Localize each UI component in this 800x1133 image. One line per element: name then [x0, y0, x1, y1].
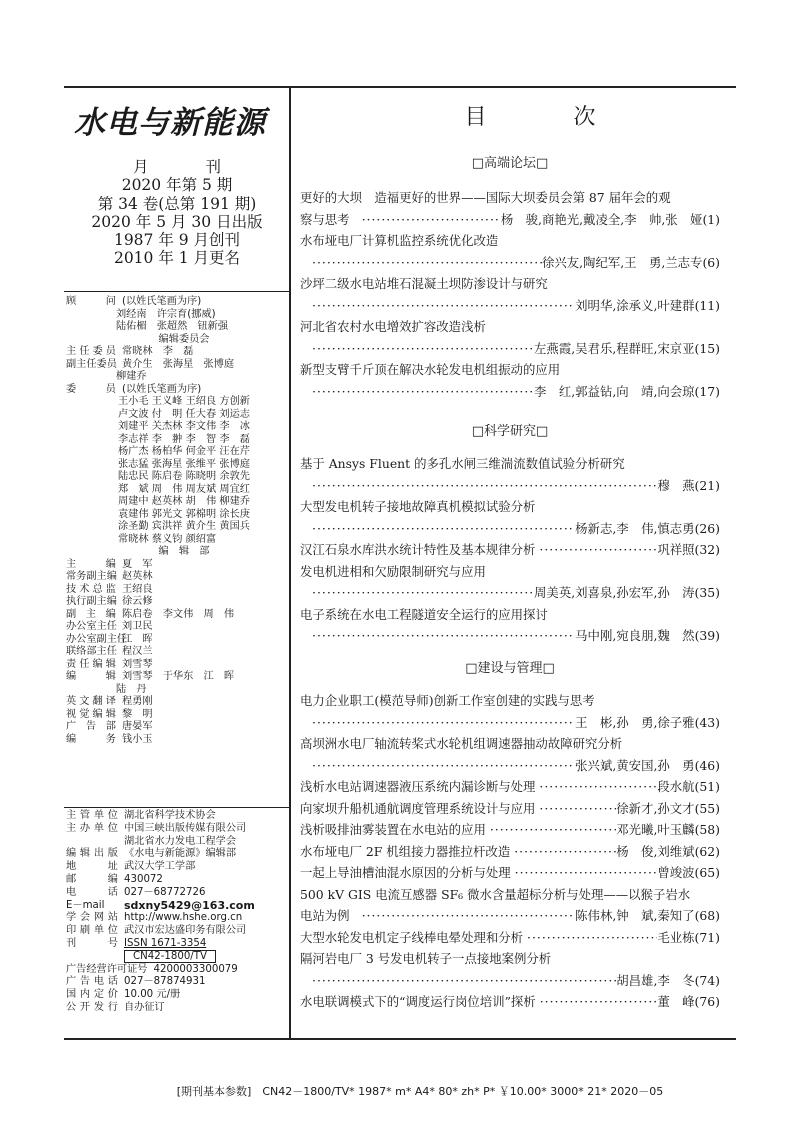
toc-entry-title: 向家坝升船机通航调度管理系统设计与应用 — [300, 800, 536, 816]
toc-entry-line — [300, 862, 720, 884]
roster-continuation: 陆 丹 — [116, 683, 147, 695]
publisher-role: E－mail — [66, 899, 105, 911]
toc-entry — [300, 187, 720, 230]
publisher-value: 自办征订 — [124, 1001, 165, 1013]
roster-value: (以姓氏笔画为序) — [122, 296, 202, 307]
toc-entry-line — [300, 970, 720, 992]
toc-entry-title: 水布垭电厂 2F 机组接力器推拉杆改造 — [300, 843, 511, 859]
roster-value: 钱小玉 — [122, 733, 153, 745]
roster-names: 李志祥 李 翀 李 智 李 磊 — [118, 433, 250, 445]
roster-names: 杨广杰 杨柏华 何金平 汪在芹 — [118, 446, 250, 457]
toc-entry — [300, 862, 720, 884]
roster-names: 周建中 赵英林 胡 伟 柳建乔 — [118, 496, 250, 507]
toc-entry — [300, 991, 720, 1013]
toc-entry — [300, 316, 720, 359]
toc-dots — [300, 582, 534, 604]
publisher-value: ISSN 1671-3354 — [124, 937, 207, 949]
toc-entry-title: 浅析水电站调速器液压系统内漏诊断与处理 — [300, 779, 536, 794]
roster-value: 程汉兰 — [122, 646, 153, 657]
toc-dots — [510, 841, 616, 863]
roster-names: 刘建平 关杰林 李文伟 李 冰 — [118, 421, 250, 432]
publisher-value: sdxny5429@163.com — [124, 898, 255, 912]
roster-row — [66, 659, 288, 672]
publisher-row — [66, 861, 288, 874]
toc-dots — [300, 970, 616, 992]
roster-continuation: 刘经南 许宗育(挪威) — [116, 308, 216, 320]
publisher-role: 主办单位 — [66, 822, 118, 834]
toc-entry — [300, 733, 720, 776]
roster-row — [66, 721, 288, 734]
roster-role: 技术总监 — [66, 583, 116, 595]
roster-value: 刘卫民 — [122, 621, 153, 632]
toc-entry-title: 发电机进相和欠励限制研究与应用 — [300, 563, 486, 579]
toc-entry-title: 大型水轮发电机定子线棒电晕处理和分析 — [300, 929, 524, 945]
toc-entry — [300, 927, 720, 949]
toc-dots — [535, 539, 657, 561]
roster-row — [66, 609, 288, 622]
toc-dots — [300, 338, 534, 360]
toc-dots — [350, 209, 501, 231]
roster-row — [66, 734, 288, 747]
roster-value: 刘雪琴 — [122, 658, 153, 670]
toc-entry — [300, 273, 720, 316]
toc-entry-line — [300, 798, 720, 820]
roster-names: 张志猛 张海星 张维平 张博庭 — [118, 458, 250, 470]
left-rule-1 — [64, 291, 290, 292]
toc-entry-author: 徐兴友,陶纪军,王 勇,兰志专(6) — [541, 254, 720, 270]
roster-role: 顾 问 — [66, 296, 116, 307]
roster-row — [66, 671, 288, 684]
roster-value: 夏 军 — [122, 558, 153, 570]
toc-entry-line — [300, 712, 720, 734]
bottom-rule — [64, 1038, 736, 1040]
publisher-role: 刊 号 — [66, 937, 118, 949]
toc-dots — [486, 819, 616, 841]
publisher-role: 广告电话 — [66, 976, 118, 988]
roster-role: 广 告 部 — [66, 721, 116, 732]
toc-entry-line — [300, 518, 720, 540]
roster-continuation: 陆佑楣 张超然 钮新强 — [116, 321, 229, 332]
publisher-continuation: 湖北省水力发电工程学会 — [124, 835, 237, 847]
roster-row — [66, 359, 288, 372]
publisher-info — [66, 810, 288, 1015]
roster-role: 视觉编辑 — [66, 708, 116, 720]
toc-entry-title-cont: 察与思考 — [300, 211, 350, 227]
toc-dots — [300, 295, 575, 317]
roster-value: 唐晏军 — [122, 721, 153, 732]
publisher-row — [66, 912, 288, 925]
publisher-row — [66, 887, 288, 900]
roster-role: 联络部主任 — [66, 646, 117, 657]
toc-entry-title: 500 kV GIS 电流互感器 SF₆ 微水含量超标分析与处理——以猴子岩水 — [300, 886, 691, 902]
toc-entry-author: 王 彬,孙 勇,徐子雅(43) — [575, 714, 720, 730]
toc-dots — [300, 475, 657, 497]
founded-date: 1987 年 9 月创刊 — [113, 231, 241, 250]
toc-section-heading: □高端论坛□ — [471, 156, 549, 171]
toc-entry-line — [300, 209, 720, 231]
cn-number-box — [66, 951, 288, 964]
toc-entry — [300, 539, 720, 561]
publisher-row — [66, 810, 288, 823]
roster-value: (以姓氏笔画为序) — [122, 383, 202, 395]
toc-entry — [300, 798, 720, 820]
roster-row — [66, 596, 288, 609]
roster-names: 王小毛 王义峰 王绍良 方创新 — [118, 396, 250, 407]
publisher-role: 主管单位 — [66, 810, 118, 821]
toc-section-heading: □科学研究□ — [471, 424, 549, 439]
toc-dots — [511, 862, 658, 884]
roster-value: 黎 明 — [122, 708, 153, 720]
toc-entry-author: 徐新才,孙文才(55) — [616, 800, 720, 816]
roster-role: 副主任委员 — [66, 358, 117, 370]
toc-section-heading: □建设与管理□ — [465, 661, 555, 676]
toc-entry-line — [300, 475, 720, 497]
column-divider — [289, 86, 291, 1038]
publisher-row — [66, 938, 288, 951]
roster-role: 委 员 — [66, 383, 116, 395]
toc-entry-author: 李 红,郭益钻,向 靖,向会琼(17) — [534, 383, 720, 399]
roster-row — [66, 384, 288, 397]
publish-date: 2020 年 5 月 30 日出版 — [91, 212, 263, 231]
toc-entry — [300, 776, 720, 798]
toc-entry — [300, 453, 720, 496]
toc-entry-title: 电力企业职工(模范导师)创新工作室创建的实践与思考 — [300, 693, 595, 708]
roster-names: 袁建伟 郭光文 郭棉明 涂长庚 — [118, 508, 250, 520]
toc-entry-line — [300, 905, 720, 927]
toc-entry-author: 刘明华,涂承义,叶建群(11) — [575, 297, 720, 313]
toc-entry-line — [300, 625, 720, 647]
roster-row — [66, 296, 288, 309]
publisher-row — [66, 900, 288, 913]
toc-entry-line — [300, 295, 720, 317]
publisher-value: 中国三峡出版传媒有限公司 — [124, 822, 247, 834]
publisher-role: 电 话 — [66, 886, 118, 898]
roster-role: 责任编辑 — [66, 658, 116, 670]
toc-entry-author: 杨 俊,刘维斌(62) — [616, 843, 720, 859]
roster-value: 黄介生 张海星 张博庭 — [122, 358, 235, 370]
toc-dots — [300, 625, 575, 647]
toc-entry-line — [300, 539, 720, 561]
toc-entry-line — [300, 252, 720, 274]
publisher-value: 武汉大学工学部 — [124, 861, 196, 873]
publisher-value: 武汉市宏达盛印务有限公司 — [124, 925, 247, 937]
toc-entry — [300, 496, 720, 539]
publisher-row — [66, 823, 288, 836]
roster-names: 郑 斌 周 伟 周友斌 周宜红 — [118, 483, 250, 495]
roster-continuation: 柳建乔 — [116, 371, 147, 382]
toc-entry-title: 新型支臂千斤顶在解决水轮发电机组振动的应用 — [300, 362, 561, 377]
toc-title: 目 次 — [464, 105, 636, 130]
toc-entry-title: 电子系统在水电工程隧道安全运行的应用探讨 — [300, 606, 548, 622]
toc-entry-author: 马中刚,宛良朋,魏 然(39) — [575, 628, 720, 643]
toc-entry — [300, 359, 720, 402]
roster-names: 常晓林 蔡义钧 颜绍富 — [118, 533, 217, 545]
roster-role: 主 编 — [66, 558, 116, 570]
toc-dots — [523, 927, 657, 949]
toc-entry-title: 大型发电机转子接地故障真机模拟试验分析 — [300, 499, 536, 514]
roster-role: 办公室副主任 — [66, 633, 128, 645]
editorial-roster — [66, 296, 288, 746]
publisher-row — [66, 874, 288, 887]
toc-entry — [300, 561, 720, 604]
roster-row — [66, 559, 288, 572]
roster-heading: 编 辑 部 — [158, 546, 210, 557]
toc-entry-author: 邓光曦,叶玉麟(58) — [616, 822, 720, 837]
roster-row — [66, 621, 288, 634]
toc-dots — [350, 905, 576, 927]
roster-value: 王绍良 — [122, 583, 153, 595]
toc-dots — [300, 712, 575, 734]
publisher-role: 学会网站 — [66, 912, 118, 924]
publisher-row — [66, 848, 288, 861]
toc-entry-title: 基于 Ansys Fluent 的多孔水闸三维湍流数值试验分析研究 — [300, 456, 625, 471]
publisher-role: 印刷单位 — [66, 925, 118, 937]
toc-entry-title: 水电联调模式下的“调度运行岗位培训”探析 — [300, 994, 536, 1009]
toc-dots — [536, 991, 658, 1013]
publisher-value: 027－87874931 — [124, 976, 206, 988]
toc-entry-author: 胡昌雄,李 冬(74) — [616, 972, 720, 988]
toc-entry-title: 河北省农村水电增效扩容改造浅析 — [300, 319, 486, 334]
roster-role: 主任委员 — [66, 346, 116, 357]
publisher-row — [66, 976, 288, 989]
journal-parameters: [期刊基本参数] CN42－1800/TV* 1987* m* A4* 80* zh* P* ￥10.00* 3000* 21* 2020－05 — [176, 1085, 664, 1098]
publisher-row — [66, 925, 288, 938]
roster-value: 刘雪琴 于华东 江 晖 — [122, 671, 235, 682]
publisher-row — [66, 989, 288, 1002]
publisher-row — [66, 1002, 288, 1015]
roster-value: 常晓林 李 磊 — [122, 346, 194, 357]
toc-entry-title-cont: 电站为例 — [300, 908, 350, 923]
toc-entry — [300, 884, 720, 927]
roster-row — [66, 584, 288, 597]
roster-row — [66, 709, 288, 722]
volume-number: 第 34 卷(总第 191 期) — [97, 194, 257, 213]
publisher-row — [66, 964, 288, 977]
toc-entry-author: 张兴斌,黄安国,孙 勇(46) — [575, 757, 720, 773]
journal-logo: 水电与新能源 — [74, 105, 266, 141]
toc-entry-line — [300, 755, 720, 777]
toc-entry-author: 陈伟林,钟 斌,秦知了(68) — [575, 908, 720, 923]
publisher-role: 公开发行 — [66, 1001, 118, 1013]
roster-value: 徐云修 — [122, 596, 153, 607]
toc-entry-line — [300, 819, 720, 841]
roster-role: 编 辑 — [66, 671, 116, 682]
toc-entry — [300, 604, 720, 647]
roster-row — [66, 696, 288, 709]
toc-entry-title: 一起上导油槽油混水原因的分析与处理 — [300, 865, 511, 880]
publisher-value: 4200003300079 — [153, 963, 238, 975]
roster-value: 赵英林 — [122, 571, 153, 582]
roster-value: 陈启卷 李文伟 周 伟 — [122, 608, 235, 620]
toc-entry-line — [300, 841, 720, 863]
toc-dots — [300, 252, 542, 274]
roster-row — [66, 646, 288, 659]
publisher-value: 《水电与新能源》编辑部 — [124, 848, 237, 860]
toc-entry-author: 杨新志,李 伟,慎志勇(26) — [575, 520, 720, 536]
toc-entry — [300, 948, 720, 991]
toc-dots — [300, 755, 575, 777]
toc-entry-title: 水布垭电厂计算机监控系统优化改造 — [300, 233, 499, 248]
left-rule-2 — [64, 807, 290, 808]
toc-entry-title: 更好的大坝 造福更好的世界——国际大坝委员会第 87 届年会的观 — [300, 190, 671, 205]
top-rule — [64, 86, 736, 88]
toc-entry-title: 隔河岩电厂 3 号发电机转子一点接地案例分析 — [300, 951, 552, 966]
toc-entry-author: 曾竣波(65) — [657, 865, 720, 880]
toc-entry-author: 段水航(51) — [657, 779, 720, 794]
roster-role: 办公室主任 — [66, 621, 117, 632]
renamed-date: 2010 年 1 月更名 — [113, 249, 241, 268]
issue-number: 2020 年第 5 期 — [121, 176, 233, 195]
toc-entry-author: 巩祥照(32) — [657, 542, 720, 557]
publisher-role: 地 址 — [66, 861, 118, 873]
toc-dots — [535, 798, 616, 820]
publisher-value: 10.00 元/册 — [124, 989, 181, 1001]
publisher-value: 027－68772726 — [124, 886, 206, 898]
roster-role: 执行副主编 — [66, 596, 117, 607]
toc-entry-author: 毛业栋(71) — [657, 929, 720, 945]
roster-row — [66, 634, 288, 647]
cn-number: CN42-1800/TV — [124, 950, 216, 963]
publisher-value: 430072 — [124, 873, 163, 885]
toc-entry-line — [300, 381, 720, 403]
toc-entry-title: 汉江石泉水库洪水统计特性及基本规律分析 — [300, 542, 536, 557]
toc-entry-author: 左燕霞,吴君乐,程群旺,宋京亚(15) — [534, 340, 720, 356]
toc-entry-line — [300, 991, 720, 1013]
roster-heading: 编辑委员会 — [158, 333, 210, 345]
publisher-role: 广告经营许可证号 — [66, 963, 148, 975]
toc-entry-author: 董 峰(76) — [657, 994, 720, 1009]
toc-entry-title: 浅析吸排油雾装置在水电站的应用 — [300, 822, 486, 837]
toc-dots — [300, 518, 575, 540]
toc-entry — [300, 230, 720, 273]
roster-names: 陆忠民 陈启卷 陈晓明 余敦先 — [118, 471, 250, 482]
roster-role: 常务副主编 — [66, 571, 117, 582]
publisher-value: http://www.hshe.org.cn — [124, 912, 243, 924]
roster-value: 程勇刚 — [122, 696, 153, 707]
toc-entry — [300, 690, 720, 733]
toc-entry-title: 高坝洲水电厂轴流转桨式水轮机组调速器抽动故障研究分析 — [300, 736, 623, 751]
toc-entry — [300, 841, 720, 863]
toc-entry — [300, 819, 720, 841]
roster-row — [66, 346, 288, 359]
toc-entry-author: 杨 骏,商艳光,戴凌全,李 帅,张 娅(1) — [500, 211, 720, 227]
toc-entry-line — [300, 582, 720, 604]
toc-entry-line — [300, 776, 720, 798]
toc-entry-title: 沙坪二级水电站堆石混凝土坝防渗设计与研究 — [300, 276, 548, 291]
roster-value: 江 晖 — [122, 633, 153, 645]
publisher-role: 编辑出版 — [66, 848, 118, 860]
publisher-role: 邮 编 — [66, 873, 118, 885]
roster-names: 涂圣勤 宾洪祥 黄介生 黄国兵 — [118, 521, 250, 532]
roster-row — [66, 571, 288, 584]
publisher-value: 湖北省科学技术协会 — [124, 810, 216, 821]
roster-role: 编 务 — [66, 733, 116, 745]
toc-dots — [535, 776, 657, 798]
roster-role: 英文翻译 — [66, 696, 116, 707]
issue-info — [66, 158, 288, 268]
toc-dots — [300, 381, 534, 403]
toc-entry-author: 穆 燕(21) — [657, 477, 720, 493]
roster-names: 卢文波 付 明 任大春 刘运志 — [118, 408, 250, 420]
toc-entry-author: 周美英,刘喜泉,孙宏军,孙 涛(35) — [534, 585, 720, 600]
roster-role: 副 主 编 — [66, 608, 116, 620]
publisher-role: 国内定价 — [66, 989, 118, 1001]
monthly-label: 月 刊 — [133, 158, 247, 176]
toc-entry-line — [300, 338, 720, 360]
toc-entry-line — [300, 927, 720, 949]
